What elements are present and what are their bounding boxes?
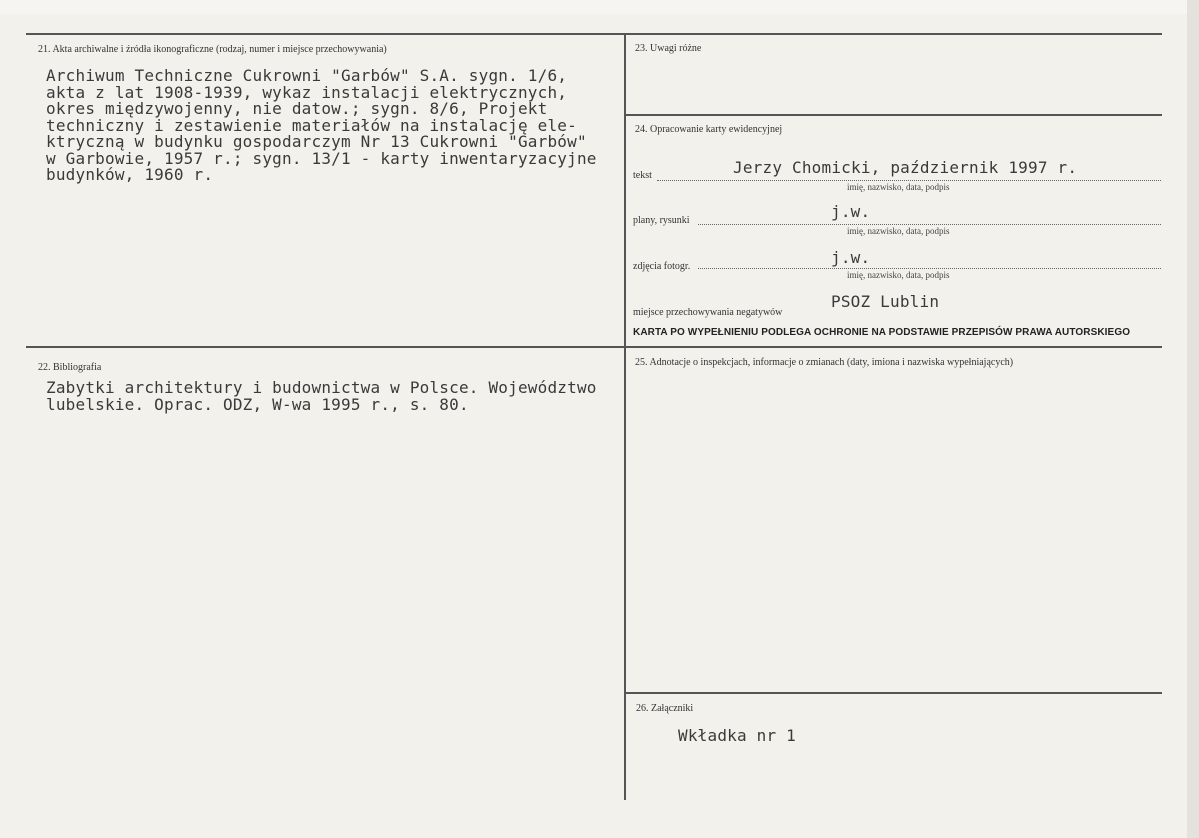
zdjecia-dotted-line <box>698 268 1161 269</box>
zdjecia-hint: imię, nazwisko, data, podpis <box>847 270 950 280</box>
tekst-hint: imię, nazwisko, data, podpis <box>847 182 950 192</box>
box25-label: 25. Adnotacje o inspekcjach, informacje o zmianach (daty, imiona i nazwiska wypełniających) <box>635 357 1014 368</box>
tekst-dotted-line <box>657 180 1161 181</box>
box23-bottom-line <box>626 114 1162 116</box>
box21-line-1: Archiwum Techniczne Cukrowni "Garbów" S.A. sygn. 1/6, <box>46 66 568 85</box>
box22-line-1: Zabytki architektury i budownictwa w Polsce. Województwo <box>46 378 597 397</box>
box26-top-line <box>626 692 1162 694</box>
box21-line-3: okres międzywojenny, nie datow.; sygn. 8/6, Projekt <box>46 99 548 118</box>
box22-line-2: lubelskie. Oprac. ODZ, W-wa 1995 r., s. 80. <box>46 394 469 414</box>
box21-line-4: techniczny i zestawienie materiałów na instalację ele- <box>46 115 577 135</box>
copyright-notice: KARTA PO WYPEŁNIENIU PODLEGA OCHRONIE NA PODSTAWIE PRZEPISÓW PRAWA AUTORSKIEGO <box>633 327 1131 338</box>
plany-value: j.w. <box>831 202 871 221</box>
miejsce-label: miejsce przechowywania negatywów <box>633 307 783 318</box>
box26-value: Wkładka nr 1 <box>678 726 796 745</box>
box21-line-7: budynków, 1960 r. <box>46 165 214 184</box>
box21-line-6: w Garbowie, 1957 r.; sygn. 13/1 - karty inwentaryzacyjne <box>46 148 597 168</box>
paper-right-edge <box>1187 0 1199 838</box>
box22-label: 22. Bibliografia <box>38 362 102 373</box>
center-vertical-line <box>624 33 626 800</box>
zdjecia-value: j.w. <box>831 248 871 267</box>
middle-horizontal-line <box>26 346 1162 348</box>
plany-hint: imię, nazwisko, data, podpis <box>847 226 950 236</box>
box21-line-2: akta z lat 1908-1939, wykaz instalacji elektrycznych, <box>46 82 568 102</box>
miejsce-value: PSOZ Lublin <box>831 292 940 311</box>
plany-label: plany, rysunki <box>633 215 690 226</box>
top-border-line <box>26 33 1162 35</box>
tekst-label: tekst <box>633 170 652 181</box>
box26-label: 26. Załączniki <box>636 703 694 714</box>
zdjecia-label: zdjęcia fotogr. <box>633 261 691 272</box>
box24-label: 24. Opracowanie karty ewidencyjnej <box>635 124 783 135</box>
paper-top-edge <box>0 0 1199 14</box>
box21-label: 21. Akta archiwalne i źródła ikonograficzne (rodzaj, numer i miejsce przechowywania) <box>38 44 387 55</box>
box23-label: 23. Uwagi różne <box>635 43 702 54</box>
plany-dotted-line <box>698 224 1161 225</box>
tekst-value: Jerzy Chomicki, październik 1997 r. <box>733 158 1078 177</box>
box21-line-5: ktryczną w budynku gospodarczym Nr 13 Cukrowni "Garbów" <box>46 132 587 151</box>
